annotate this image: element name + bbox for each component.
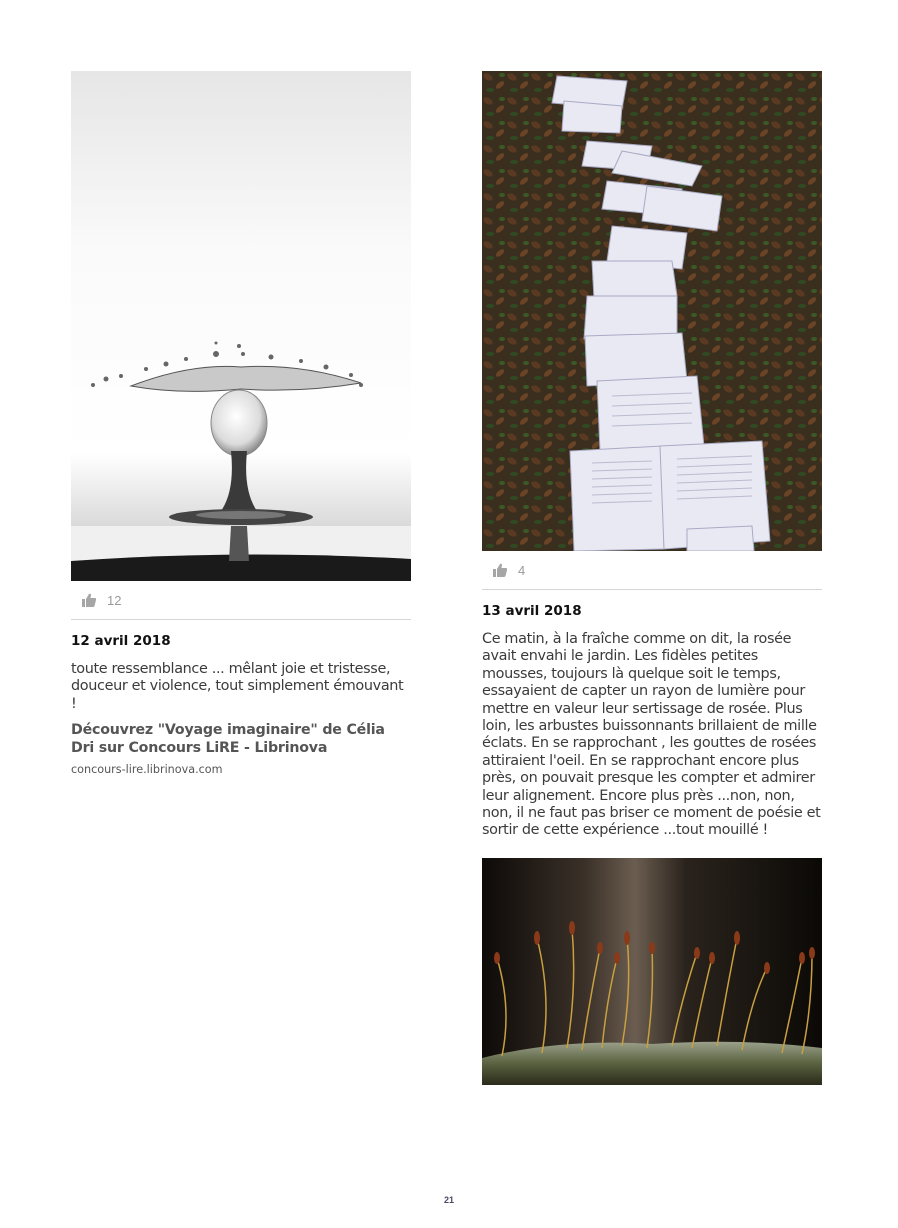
likes-count: 4 bbox=[518, 562, 526, 578]
post-date: 13 avril 2018 bbox=[482, 603, 582, 619]
thumbs-up-icon[interactable] bbox=[492, 562, 508, 578]
water-drop-photo bbox=[71, 71, 411, 581]
thumbs-up-icon[interactable] bbox=[81, 592, 97, 608]
likes-bar bbox=[482, 551, 822, 590]
link-title[interactable]: Découvrez "Voyage imaginaire" de Célia Dri sur Concours LiRE - Librinova bbox=[71, 722, 385, 756]
page-number: 21 bbox=[443, 1195, 454, 1205]
moss-photo bbox=[482, 858, 822, 1085]
post-text: toute ressemblance ... mêlant joie et tristesse, douceur et violence, tout simplement émouvant ! bbox=[71, 661, 404, 712]
post-right bbox=[482, 71, 822, 1085]
link-domain[interactable]: concours-lire.librinova.com bbox=[71, 763, 223, 777]
post-left bbox=[71, 71, 411, 776]
books-path-photo bbox=[482, 71, 822, 551]
post-text: Ce matin, à la fraîche comme on dit, la rosée avait envahi le jardin. Les fidèles petites mousses, toujours là quelque soit le temps, essayaient de capter un rayon de lumière pour mettre en valeur leur sertissage de rosée. Plus loin, les arbustes buissonnants brillaient de mille éclats. En se rapprochant , les gouttes de rosées attiraient l'oeil. En se rapprochant encore plus près, on pouvait presque les compter et admirer leur alignement. Encore plus près ...non, non, non, il ne faut pas briser ce moment de poésie et sortir de cette expérience ...tout mouillé ! bbox=[482, 631, 821, 839]
likes-count: 12 bbox=[107, 592, 122, 608]
post-date: 12 avril 2018 bbox=[71, 633, 171, 649]
likes-bar bbox=[71, 581, 411, 620]
